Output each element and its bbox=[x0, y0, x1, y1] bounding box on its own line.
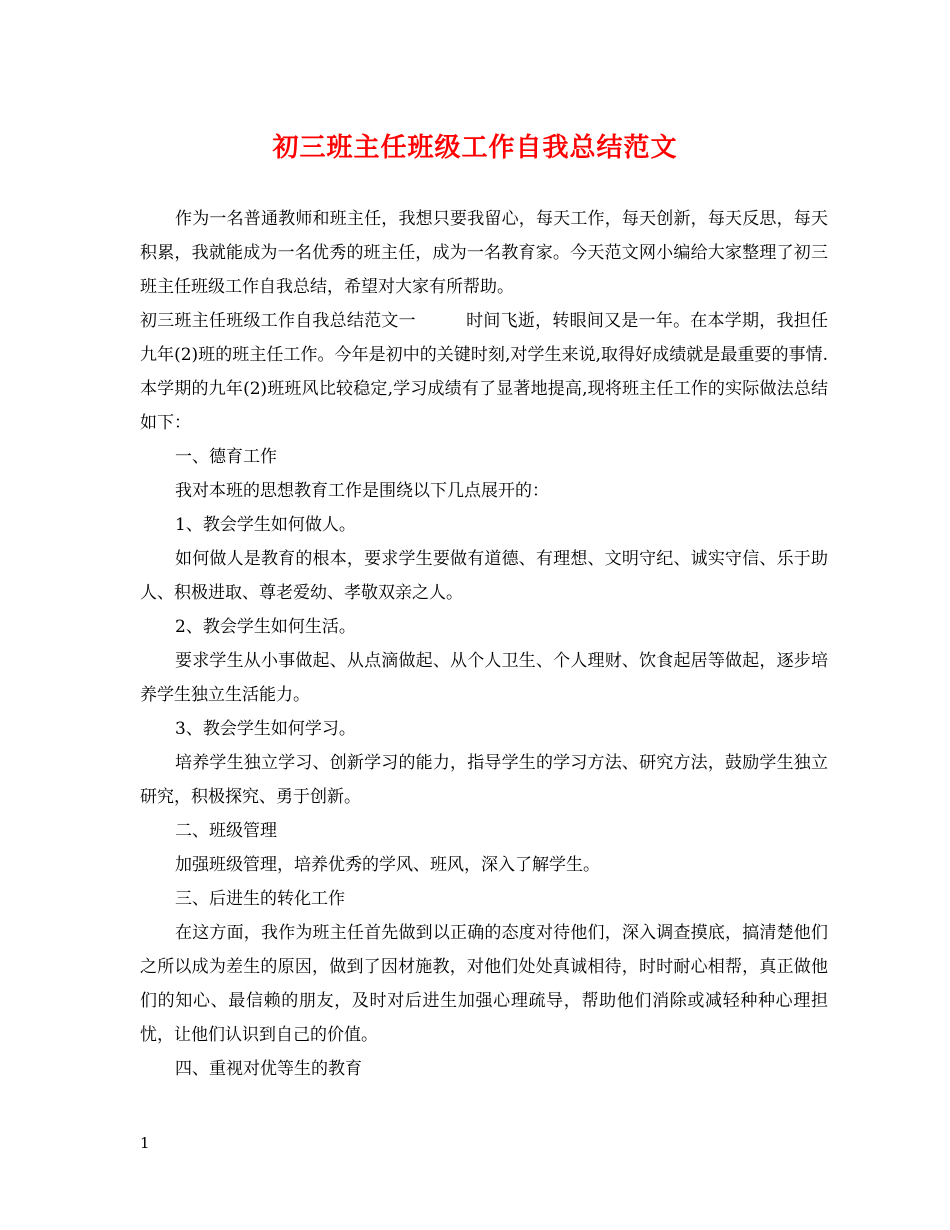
list-item-heading: 2、教会学生如何生活。 bbox=[175, 617, 356, 637]
body-paragraph: 在这方面，我作为班主任首先做到以正确的态度对待他们，深入调查摸底，搞清楚他们之所以成为差生的原因，做到了因材施教，对他们处处真诚相待，时时耐心相帮，真正做他们的知心、最信赖的朋友，及时对后进生加强心理疏导，帮助他们消除或减轻种种心理担忧，让他们认识到自己的价值。 bbox=[140, 923, 828, 1045]
body-paragraph: 我对本班的思想教育工作是围绕以下几点展开的： bbox=[175, 481, 549, 501]
body-paragraph: 如何做人是教育的根本，要求学生要做有道德、有理想、文明守纪、诚实守信、乐于助人、积极进取、尊老爱幼、孝敬双亲之人。 bbox=[140, 549, 828, 603]
body-paragraph: 培养学生独立学习、创新学习的能力，指导学生的学习方法、研究方法，鼓励学生独立研究，积极探究、勇于创新。 bbox=[140, 753, 828, 807]
intro-paragraph: 作为一名普通教师和班主任，我想只要我留心，每天工作，每天创新，每天反思，每天积累，我就能成为一名优秀的班主任，成为一名教育家。今天范文网小编给大家整理了初三班主任班级工作自我总结，希望对大家有所帮助。 bbox=[140, 209, 828, 297]
document-title: 初三班主任班级工作自我总结范文 bbox=[272, 133, 678, 163]
body-paragraph: 要求学生从小事做起、从点滴做起、从个人卫生、个人理财、饮食起居等做起，逐步培养学生独立生活能力。 bbox=[140, 651, 828, 705]
body-paragraph: 加强班级管理，培养优秀的学风、班风，深入了解学生。 bbox=[175, 855, 600, 875]
list-item-heading: 1、教会学生如何做人。 bbox=[175, 515, 356, 535]
document-body bbox=[140, 202, 828, 1086]
page-number: 1 bbox=[140, 1134, 150, 1152]
sample-paragraph bbox=[140, 304, 828, 440]
section-heading-moral: 一、德育工作 bbox=[175, 447, 277, 467]
sample-heading: 初三班主任班级工作自我总结范文一 bbox=[140, 311, 416, 331]
section-heading-underachievers: 三、后进生的转化工作 bbox=[175, 889, 345, 909]
list-item-heading: 3、教会学生如何学习。 bbox=[175, 719, 356, 739]
section-heading-top-students: 四、重视对优等生的教育 bbox=[175, 1059, 362, 1079]
section-heading-class-management: 二、班级管理 bbox=[175, 821, 277, 841]
sample-opening: 时间飞逝，转眼间又是一年。在本学期，我担任九年(2)班的班主任工作。今年是初中的关键时刻,对学生来说,取得好成绩就是最重要的事情.本学期的九年(2)班班风比较稳定,学习成绩有了显著地提高,现将班主任工作的实际做法总结如下： bbox=[140, 311, 829, 433]
